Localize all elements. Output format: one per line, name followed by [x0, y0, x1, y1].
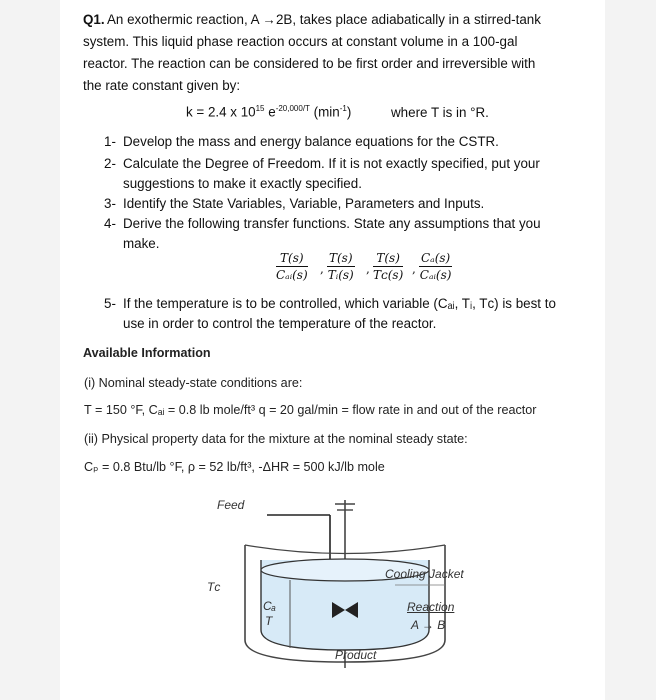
task-5-line-1: If the temperature is to be controlled, which variable (Cₐᵢ, Tᵢ, Tᴄ) is best to — [123, 296, 556, 311]
task-5-line-2: use in order to control the temperature of the reactor. — [123, 316, 437, 331]
rate-where: where T is in °R. — [391, 105, 489, 120]
reaction-label: Reaction — [407, 600, 455, 614]
question-number: Q1. — [83, 12, 105, 27]
tf-2-den: Tᵢ(s) — [327, 268, 354, 282]
task-4-num: 4- — [104, 216, 116, 231]
tf-3-den: Tᴄ(s) — [373, 268, 404, 282]
task-2-line-2: suggestions to make it exactly specified. — [123, 176, 362, 191]
task-2-line-1: Calculate the Degree of Freedom. If it is not exactly specified, put your — [123, 156, 540, 171]
tf-1 — [276, 251, 308, 282]
tf-comma-1: , — [320, 262, 324, 276]
t-label: T — [265, 614, 273, 628]
cooling-jacket-label: Cooling Jacket — [385, 567, 464, 581]
tf-comma-3: , — [412, 262, 416, 276]
intro-line-2: system. This liquid phase reaction occurs at constant volume in a 100-gal — [83, 34, 518, 49]
rate-units-exp: -1 — [339, 104, 347, 113]
available-line-1: (i) Nominal steady-state conditions are: — [84, 376, 303, 390]
task-5-num: 5- — [104, 296, 116, 311]
tf-1-den: Cₐᵢ(s) — [276, 268, 308, 282]
intro-line-3: reactor. The reaction can be considered to be first order and irreversible with — [83, 56, 536, 71]
intro-line-1: An exothermic reaction, A →2B, takes place adiabatically in a stirred-tank — [107, 12, 541, 27]
available-heading: Available Information — [83, 346, 211, 360]
rate-units: (min — [309, 104, 340, 120]
tf-3-num: T(s) — [373, 251, 403, 267]
tf-3 — [373, 251, 403, 282]
rate-e: e — [264, 104, 276, 120]
tf-comma-2: , — [366, 262, 370, 276]
product-label: Product — [335, 648, 377, 662]
available-line-4: Cₚ = 0.8 Btu/lb °F, ρ = 52 lb/ft³, -ΔHR = 500 kJ/lb mole — [84, 460, 385, 474]
tf-1-num: T(s) — [276, 251, 308, 267]
rate-prefix: k = 2.4 x 10 — [186, 104, 256, 120]
task-1-num: 1- — [104, 134, 116, 149]
cstr-diagram — [195, 490, 495, 680]
rate-constant-equation — [186, 104, 351, 119]
task-3-num: 3- — [104, 196, 116, 211]
task-3-line-1: Identify the State Variables, Variable, Parameters and Inputs. — [123, 196, 485, 211]
tf-2-num: T(s) — [329, 251, 353, 265]
rate-exp1: 15 — [255, 104, 265, 113]
ca-label: Cₐ — [263, 599, 276, 613]
available-line-3: (ii) Physical property data for the mixture at the nominal steady state: — [84, 432, 468, 446]
tf-2 — [327, 251, 355, 282]
intro-line-4: the rate constant given by: — [83, 78, 241, 93]
task-4-line-1: Derive the following transfer functions. State any assumptions that you — [123, 216, 541, 231]
tf-4 — [419, 251, 452, 282]
reaction-equation: A → B — [411, 618, 446, 632]
feed-label: Feed — [217, 498, 245, 512]
available-line-2: T = 150 °F, Cₐᵢ = 0.8 lb mole/ft³ q = 20 gal/min = flow rate in and out of the reactor — [84, 403, 537, 417]
task-2-num: 2- — [104, 156, 116, 171]
tf-4-num: Cₐ(s) — [421, 251, 451, 265]
task-1-line-1: Develop the mass and energy balance equations for the CSTR. — [123, 134, 499, 149]
rate-units-close: ) — [346, 104, 352, 120]
tf-4-den: Cₐᵢ(s) — [419, 268, 452, 282]
rate-exp2: -20,000/T — [275, 104, 310, 113]
task-4-line-2: make. — [123, 236, 160, 251]
tc-label: Tᴄ — [207, 580, 221, 594]
